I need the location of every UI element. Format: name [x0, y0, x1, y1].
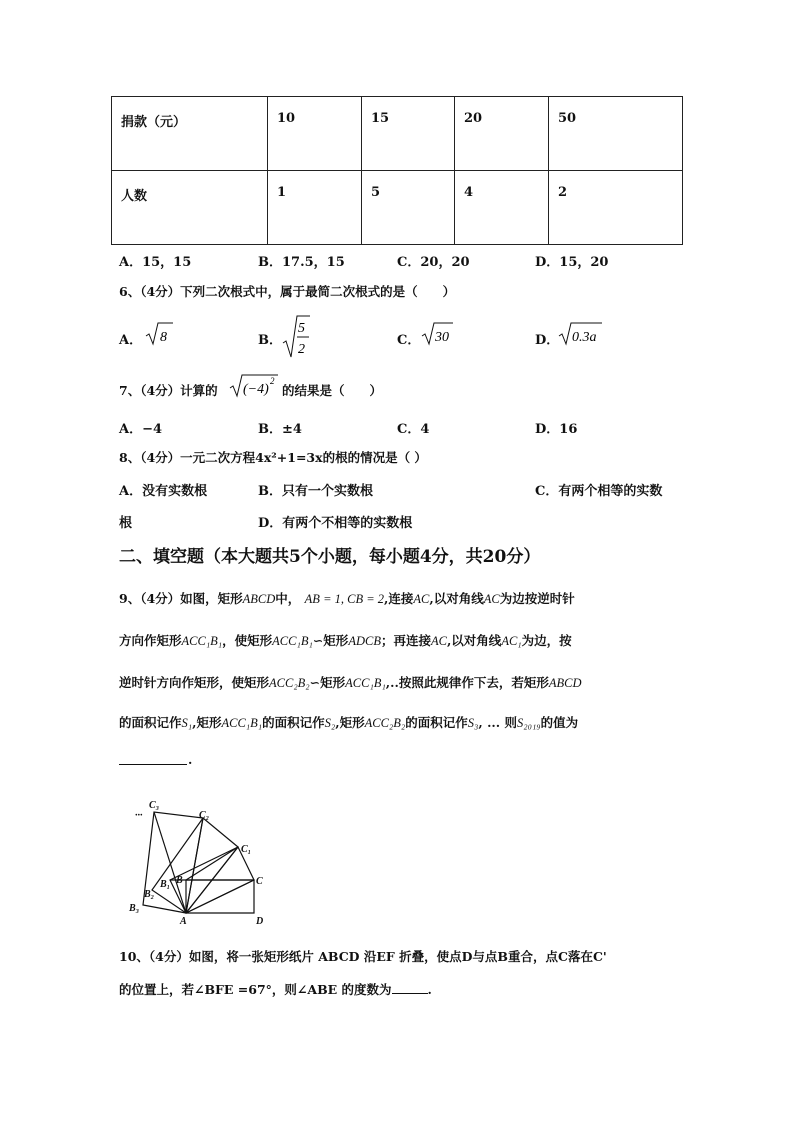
q5-option-c: C．20，20 — [397, 255, 470, 270]
q9-math: ADCB — [348, 634, 381, 648]
q10-answer-blank — [392, 981, 428, 994]
q6-option-d-sqrt — [557, 320, 603, 348]
q9-text: 9、（4分）如图，矩形 — [119, 591, 243, 606]
table-cell: 1 — [268, 171, 362, 245]
table-cell: 10 — [268, 97, 362, 171]
q9-math: S₂₀₁₉ — [517, 716, 541, 730]
q6-option-c-label: C． — [397, 333, 421, 348]
q6-option-a-label: A． — [119, 333, 143, 348]
table-cell: 5 — [362, 171, 455, 245]
table-cell: 捐款（元） — [112, 97, 268, 171]
q10-line-2 — [119, 980, 432, 998]
table-cell: 20 — [455, 97, 549, 171]
donation-table — [111, 96, 683, 245]
q9-math: ACC₁B₁ — [272, 634, 313, 648]
q9-text: ，使矩形 — [222, 633, 273, 648]
table-cell: 2 — [549, 171, 683, 245]
fig-label-c2: C₂ — [199, 810, 210, 821]
q9-text: 中， — [275, 591, 301, 606]
q9-math: S₂ — [324, 716, 336, 730]
q7-stem-suffix: 的结果是（ ） — [282, 383, 383, 398]
q6-option-c-sqrt — [420, 320, 454, 348]
q7-stem-prefix: 7、（4分）计算的 — [119, 383, 218, 398]
q9-text: ,连接 — [384, 591, 414, 606]
q8-option-c: C．有两个相等的实数 — [535, 484, 663, 499]
q8-option-c-continued: 根 — [119, 516, 133, 531]
q9-text: ,..按照此规律作下去，若矩形 — [385, 675, 549, 690]
q6-radicand-c: 30 — [435, 330, 449, 345]
q9-math: ACC₁B₁ — [221, 716, 263, 730]
q7-exponent: 2 — [270, 376, 275, 386]
q9-math: ACC₁B₁ — [345, 676, 386, 690]
q9-math: AC — [430, 634, 447, 648]
q9-line-4 — [119, 713, 578, 731]
q6-stem: 6、（4分）下列二次根式中，属于最简二次根式的是（ ） — [119, 284, 456, 299]
q9-math: ABCD — [242, 592, 276, 606]
q7-option-b: B．±4 — [258, 422, 302, 437]
q8-option-b: B．只有一个实数根 — [258, 484, 373, 499]
q9-math: S₃ — [467, 716, 479, 730]
q8-option-d: D．有两个不相等的实数根 — [258, 516, 413, 531]
q9-text: 方向作矩形 — [119, 633, 182, 648]
q5-option-b: B．17.5，15 — [258, 255, 345, 270]
q6-option-d-label: D． — [535, 333, 560, 348]
q9-line-1 — [119, 589, 575, 607]
q8-stem: 8、（4分）一元二次方程4x²+1=3x的根的情况是（ ） — [119, 450, 427, 465]
q9-math: ACC₂B₂ — [364, 716, 406, 730]
table-cell: 50 — [549, 97, 683, 171]
q9-text: 矩形 — [320, 675, 346, 690]
q9-line-3 — [119, 673, 582, 691]
q7-option-a: A．−4 — [119, 422, 163, 437]
q9-text: 的面积记作 — [262, 715, 325, 730]
q7-option-d: D．16 — [535, 422, 578, 437]
q9-text: ,以对角线 — [446, 633, 502, 648]
q9-line-2 — [119, 631, 572, 649]
q9-text: 为边按逆时针 — [499, 591, 575, 606]
q5-option-d: D．15，20 — [535, 255, 609, 270]
q9-text: ∽ — [309, 675, 321, 690]
section-2-title: 二、填空题（本大题共5个小题，每小题4分，共20分） — [119, 547, 541, 567]
q6-radicand-d: 0.3a — [572, 330, 597, 345]
fig-label-c1: C₁ — [241, 844, 252, 855]
q9-math: ACC₁B₁ — [181, 634, 223, 648]
fig-label-b2: B₂ — [144, 889, 155, 900]
fig-label-d: D — [256, 916, 264, 926]
q8-option-a: A．没有实数根 — [119, 484, 208, 499]
table-cell: 4 — [455, 171, 549, 245]
q9-text: 为边，按 — [521, 633, 572, 648]
q9-answer-blank — [119, 764, 187, 765]
q9-math: S₁ — [181, 716, 193, 730]
q9-math: AC₁ — [501, 634, 522, 648]
q9-figure — [124, 796, 274, 926]
q6-option-b-sqrt — [281, 313, 311, 359]
q9-text: 逆时针方向作矩形，使矩形 — [119, 675, 270, 690]
q9-text: ；再连接 — [380, 633, 431, 648]
table-cell: 15 — [362, 97, 455, 171]
q9-text: 的值为 — [540, 715, 579, 730]
q9-math: AB = 1, CB = 2 — [304, 592, 385, 606]
q10-line-1: 10、（4分）如图，将一张矩形纸片 ABCD 沿EF 折叠，使点D与点B重合，点C落在C' — [119, 949, 607, 964]
table-row — [112, 97, 683, 171]
fig-label-a: A — [180, 916, 187, 926]
q9-text: ∽ — [312, 633, 324, 648]
fig-label-c3: C₃ — [149, 800, 160, 811]
q9-text: ,矩形 — [192, 715, 222, 730]
q5-option-a: A．15，15 — [119, 255, 192, 270]
q9-text: , ... 则 — [478, 715, 517, 730]
table-cell: 人数 — [112, 171, 268, 245]
q10-text: 的位置上，若∠BFE =67°，则∠ABE 的度数为 — [119, 982, 392, 997]
q7-expression: (−4) — [243, 382, 269, 397]
q6-radicand-b-denominator: 2 — [298, 342, 305, 357]
q9-math: ABCD — [548, 676, 582, 690]
fig-label-b1: B₁ — [160, 879, 171, 890]
fig-label-b3: B₃ — [129, 903, 140, 914]
q6-radicand-a: 8 — [160, 330, 167, 345]
q9-text: 矩形 — [323, 633, 349, 648]
q9-text: ,以对角线 — [429, 591, 484, 606]
q6-option-b-label: B． — [258, 333, 282, 348]
fig-label-c: C — [256, 876, 263, 887]
q9-text: ,矩形 — [335, 715, 365, 730]
q9-text: 的面积记作 — [405, 715, 468, 730]
q9-math: ACC₂B₂ — [269, 676, 310, 690]
table-row — [112, 171, 683, 245]
q9-blank-end: . — [188, 752, 193, 767]
q9-math: AC — [413, 592, 430, 606]
q7-sqrt-expression — [228, 372, 280, 400]
q9-math: AC — [483, 592, 500, 606]
q6-option-a-sqrt — [144, 320, 174, 348]
fig-label-dots: ··· — [135, 810, 143, 821]
fig-label-b: B — [176, 875, 183, 886]
q9-text: 的面积记作 — [119, 715, 182, 730]
q6-radicand-b-numerator: 5 — [298, 321, 305, 336]
q10-text: . — [427, 982, 432, 997]
q7-option-c: C．4 — [397, 422, 430, 437]
